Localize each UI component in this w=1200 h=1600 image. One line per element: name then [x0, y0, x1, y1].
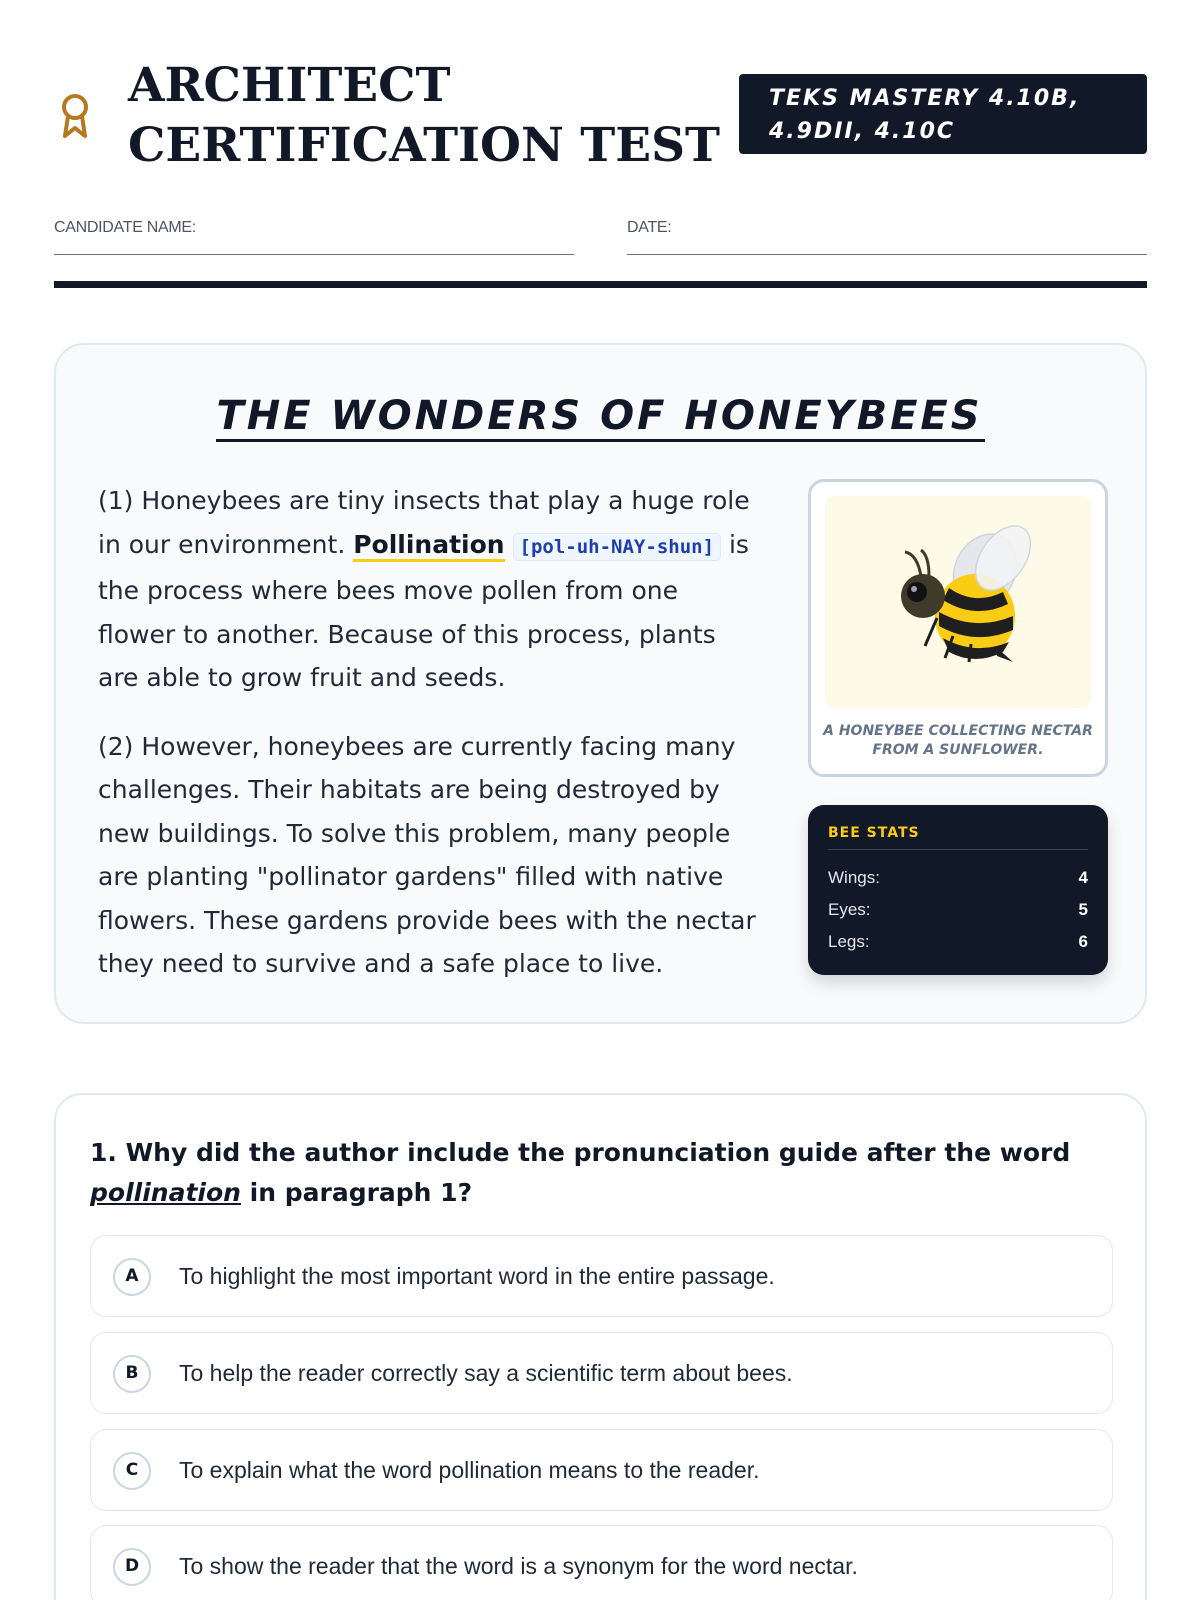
question-card — [54, 1093, 1147, 1600]
test-header — [54, 52, 1147, 182]
figure-caption: A HONEYBEE COLLECTING NECTAR FROM A SUNFLOWER. — [823, 723, 1093, 758]
option-text-d: To show the reader that the word is a synonym for the word nectar. — [179, 1553, 858, 1579]
date-label: DATE: — [627, 219, 672, 236]
emphasized-word: pollination — [90, 1178, 241, 1207]
option-letter-c: C — [113, 1452, 151, 1490]
stats-row-eyes: Eyes: 5 — [828, 900, 1088, 919]
honeybee-illustration — [825, 496, 1091, 708]
ribbon-award-icon — [60, 92, 90, 140]
option-text-a: To highlight the most important word in the entire passage. — [179, 1263, 775, 1289]
option-text-c: To explain what the word pollination means to the reader. — [179, 1457, 760, 1483]
answer-option-d[interactable] — [90, 1525, 1113, 1600]
header-divider — [54, 281, 1147, 288]
answer-option-a[interactable] — [90, 1235, 1113, 1317]
bee-stats-card — [808, 805, 1108, 975]
pronunciation-guide: [pol-uh-NAY-shun] — [513, 533, 721, 561]
candidate-name-field[interactable] — [54, 219, 574, 255]
figure-card — [808, 479, 1108, 777]
title-line-1: ARCHITECT — [128, 58, 451, 113]
option-letter-d: D — [113, 1548, 151, 1586]
option-letter-a: A — [113, 1258, 151, 1296]
question-prompt: 1. Why did the author include the pronunciation guide after the word pollination in paragraph 1? — [90, 1138, 1071, 1207]
stats-row-wings: Wings: 4 — [828, 868, 1088, 887]
option-letter-b: B — [113, 1355, 151, 1393]
stats-row-legs: Legs: 6 — [828, 932, 1088, 951]
title-line-2: CERTIFICATION TEST — [128, 118, 721, 173]
teks-badge: TEKS MASTERY 4.10B, 4.9DII, 4.10C — [739, 74, 1147, 154]
passage-text — [98, 479, 763, 1011]
answer-option-b[interactable] — [90, 1332, 1113, 1414]
candidate-name-label: CANDIDATE NAME: — [54, 219, 196, 236]
date-field[interactable] — [627, 219, 1147, 255]
option-text-b: To help the reader correctly say a scientific term about bees. — [179, 1360, 793, 1386]
passage-card — [54, 343, 1147, 1024]
paragraph-2: (2) However, honeybees are currently facing many challenges. Their habitats are being destroyed by new buildings. To solve this problem, many people are planting "pollinator gardens" filled with native flowers. These gardens provide bees with the nectar they need to survive and a safe place to live. — [98, 731, 756, 978]
vocab-word-pollination: Pollination — [353, 530, 504, 562]
passage-title: THE WONDERS OF HONEYBEES — [56, 393, 1145, 439]
paragraph-1: (1) Honeybees are tiny insects that play a huge role in our environment. Pollination [pol-uh-NAY-shun] is the process where bees move pollen from one flower to another. Because of this process, plants are able to grow fruit and seeds. — [98, 486, 750, 692]
figure-image — [825, 496, 1091, 708]
bee-stats-title: BEE STATS — [828, 825, 1088, 850]
page-title — [128, 56, 720, 176]
answer-option-c[interactable] — [90, 1429, 1113, 1511]
